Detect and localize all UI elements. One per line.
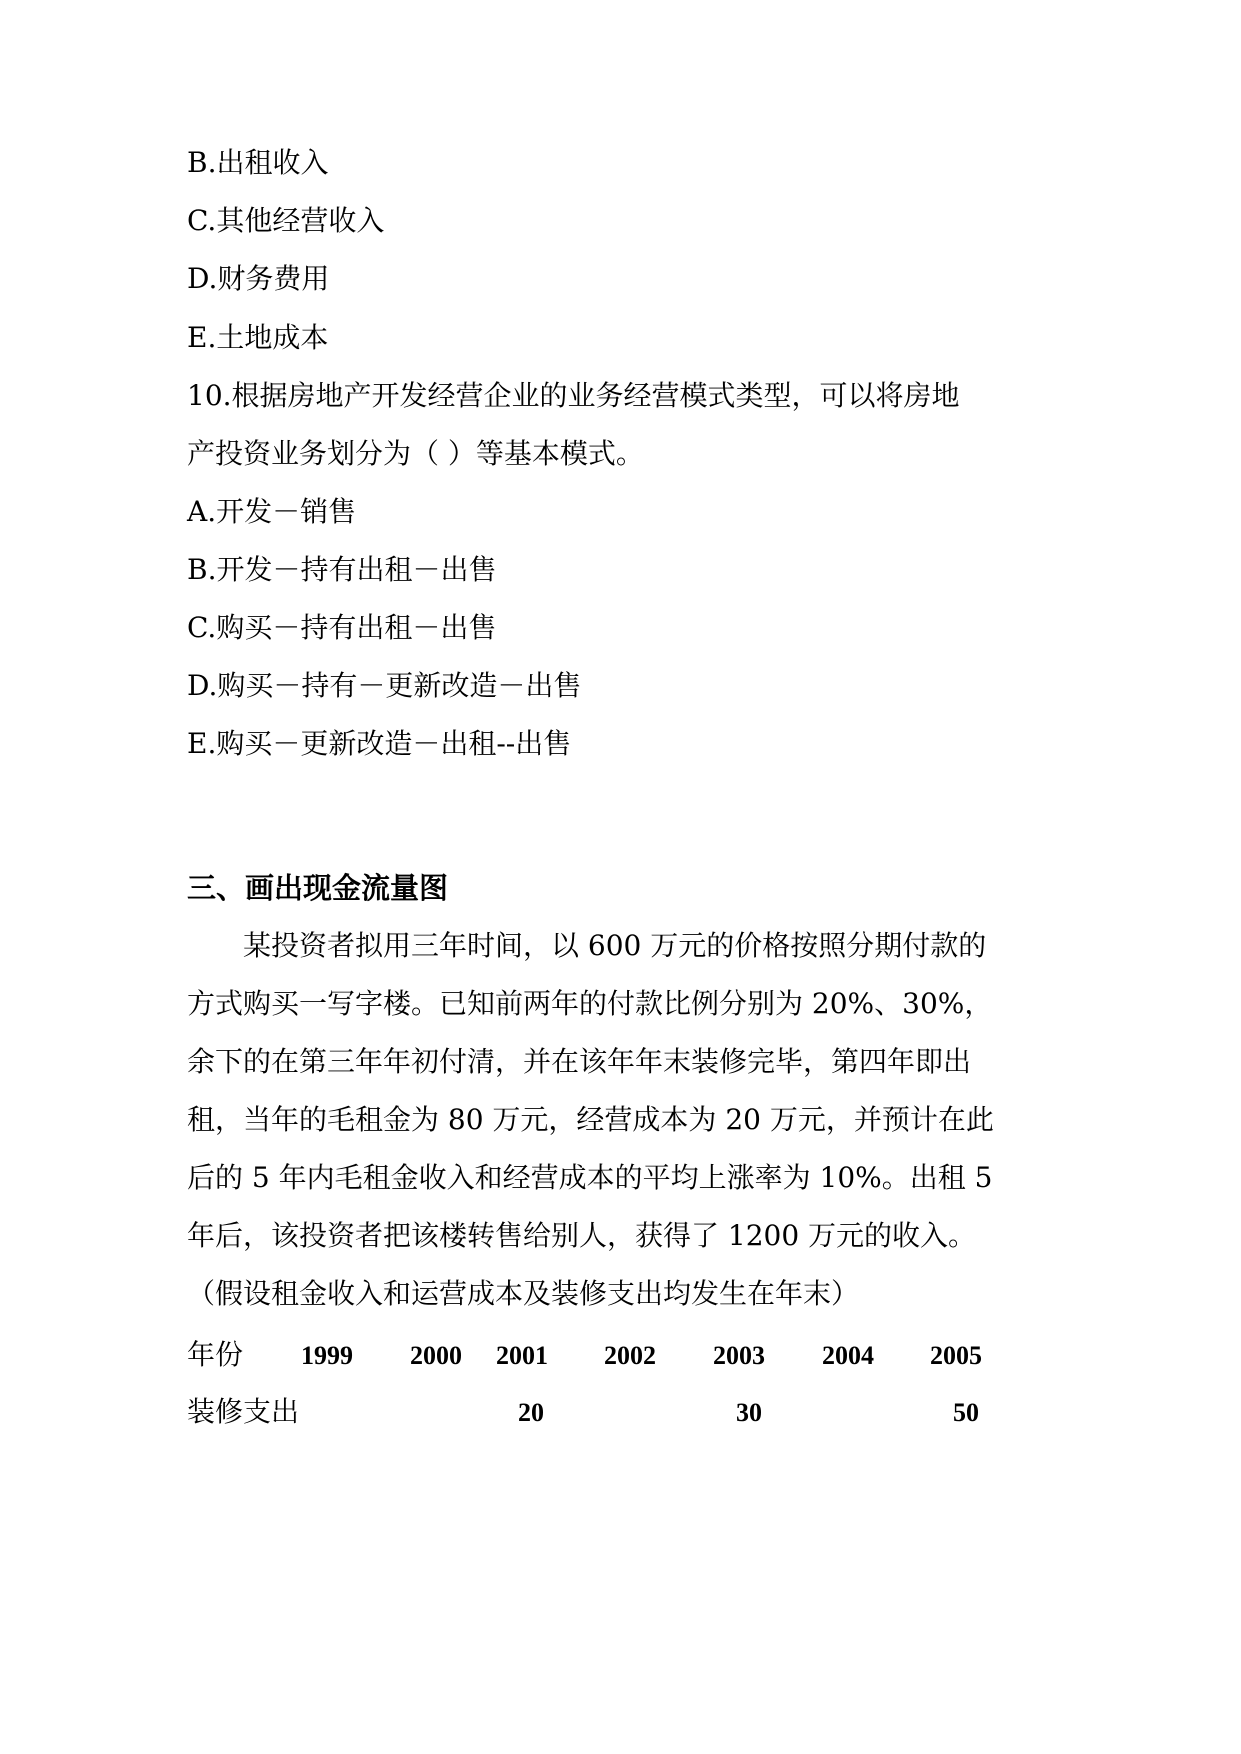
fitout-cell: 30 <box>736 1398 762 1427</box>
year-cell: 2002 <box>604 1341 656 1370</box>
option-c-prev: C.其他经营收入 <box>187 204 385 237</box>
year-cell: 2003 <box>713 1341 765 1370</box>
option-d-prev: D.财务费用 <box>187 262 330 295</box>
section-3-title: 三、画出现金流量图 <box>187 871 449 905</box>
year-cell: 2000 <box>410 1341 462 1370</box>
fitout-row-label: 装修支出 <box>187 1395 300 1428</box>
question-10-option-c: C.购买－持有出租－出售 <box>187 611 497 644</box>
question-10-stem-line-2: 产投资业务划分为（ ）等基本模式。 <box>187 437 644 470</box>
question-10-option-e: E.购买－更新改造－出租--出售 <box>187 727 572 760</box>
year-cell: 2005 <box>930 1341 982 1370</box>
year-cell: 1999 <box>301 1341 353 1370</box>
paragraph-line-2: 方式购买一写字楼。已知前两年的付款比例分别为 20%、30%， <box>187 987 993 1020</box>
paragraph-line-3: 余下的在第三年年初付清，并在该年年末装修完毕，第四年即出 <box>187 1045 972 1078</box>
question-10-option-d: D.购买－持有－更新改造－出售 <box>187 669 582 702</box>
paragraph-line-1: 某投资者拟用三年时间，以 600 万元的价格按照分期付款的 <box>243 929 987 962</box>
fitout-cell: 50 <box>953 1398 979 1427</box>
fitout-cell: 20 <box>518 1398 544 1427</box>
year-row-label: 年份 <box>187 1338 244 1371</box>
question-10-option-b: B.开发－持有出租－出售 <box>187 553 497 586</box>
year-cell: 2004 <box>822 1341 874 1370</box>
question-10-stem-line-1: 10.根据房地产开发经营企业的业务经营模式类型，可以将房地 <box>187 379 960 412</box>
option-e-prev: E.土地成本 <box>187 321 329 354</box>
paragraph-line-6: 年后，该投资者把该楼转售给别人，获得了 1200 万元的收入。 <box>187 1219 977 1252</box>
paragraph-line-7: （假设租金收入和运营成本及装修支出均发生在年末） <box>187 1277 860 1310</box>
paragraph-line-4: 租，当年的毛租金为 80 万元，经营成本为 20 万元，并预计在此 <box>187 1103 994 1136</box>
paragraph-line-5: 后的 5 年内毛租金收入和经营成本的平均上涨率为 10%。出租 5 <box>187 1161 993 1194</box>
year-cell: 2001 <box>496 1341 548 1370</box>
option-b-prev: B.出租收入 <box>187 146 329 179</box>
question-10-option-a: A.开发－销售 <box>187 495 357 528</box>
